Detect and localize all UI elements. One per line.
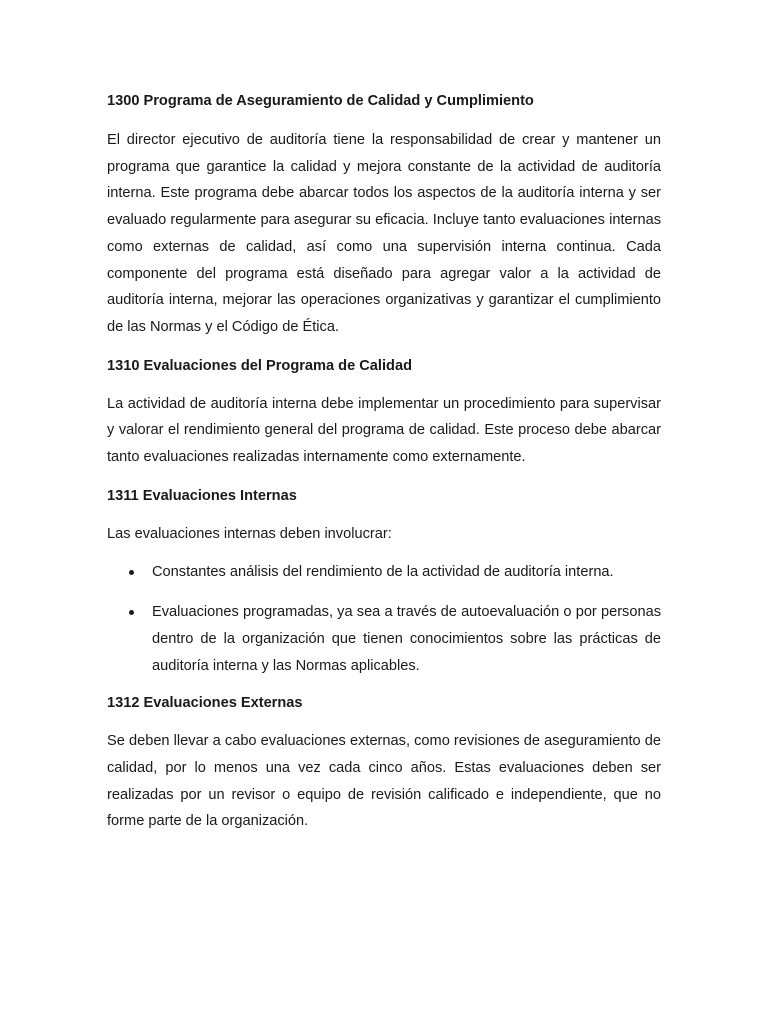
list-item-text: Constantes análisis del rendimiento de la actividad de auditoría interna.: [152, 564, 614, 581]
section-heading-1300: 1300 Programa de Aseguramiento de Calidad y Cumplimiento: [107, 93, 534, 109]
section-heading-1310: 1310 Evaluaciones del Programa de Calidad: [107, 357, 412, 374]
list-item: [107, 599, 661, 679]
section-heading-1311: 1311 Evaluaciones Internas: [107, 487, 297, 504]
bullet-icon: [129, 610, 134, 615]
section-body-1311: Las evaluaciones internas deben involucrar:: [107, 525, 392, 542]
section-body-1312: Se deben llevar a cabo evaluaciones externas, como revisiones de aseguramiento de calidad, por lo menos una vez cada cinco años. Estas evaluaciones deben ser realizadas por un revisor o equipo de revisión calificado e independiente, que no forme parte de la organización.: [107, 733, 661, 830]
section-body-1310: La actividad de auditoría interna debe implementar un procedimiento para supervisar y valorar el rendimiento general del programa de calidad. Este proceso debe abarcar tanto evaluaciones realizadas internamente como externamente.: [107, 395, 661, 466]
section-heading-1312: 1312 Evaluaciones Externas: [107, 695, 303, 712]
list-item: [107, 559, 661, 586]
bullet-list-1311: [107, 559, 661, 679]
bullet-icon: [129, 570, 134, 575]
section-body-1300: El director ejecutivo de auditoría tiene la responsabilidad de crear y mantener un programa que garantice la calidad y mejora constante de la actividad de auditoría interna. Este programa debe abarcar todos los aspectos de la auditoría interna y ser evaluado regularmente para asegurar su eficacia. Incluye tanto evaluaciones internas como externas de calidad, así como una supervisión interna continua. Cada componente del programa está diseñado para agregar valor a la actividad de auditoría interna, mejorar las operaciones organizativas y garantizar el cumplimiento de las Normas y el Código de Ética.: [107, 132, 661, 335]
list-item-text: Evaluaciones programadas, ya sea a través de autoevaluación o por personas dentro de la organización que tienen conocimientos sobre las prácticas de auditoría interna y las Normas aplicables.: [152, 604, 661, 674]
